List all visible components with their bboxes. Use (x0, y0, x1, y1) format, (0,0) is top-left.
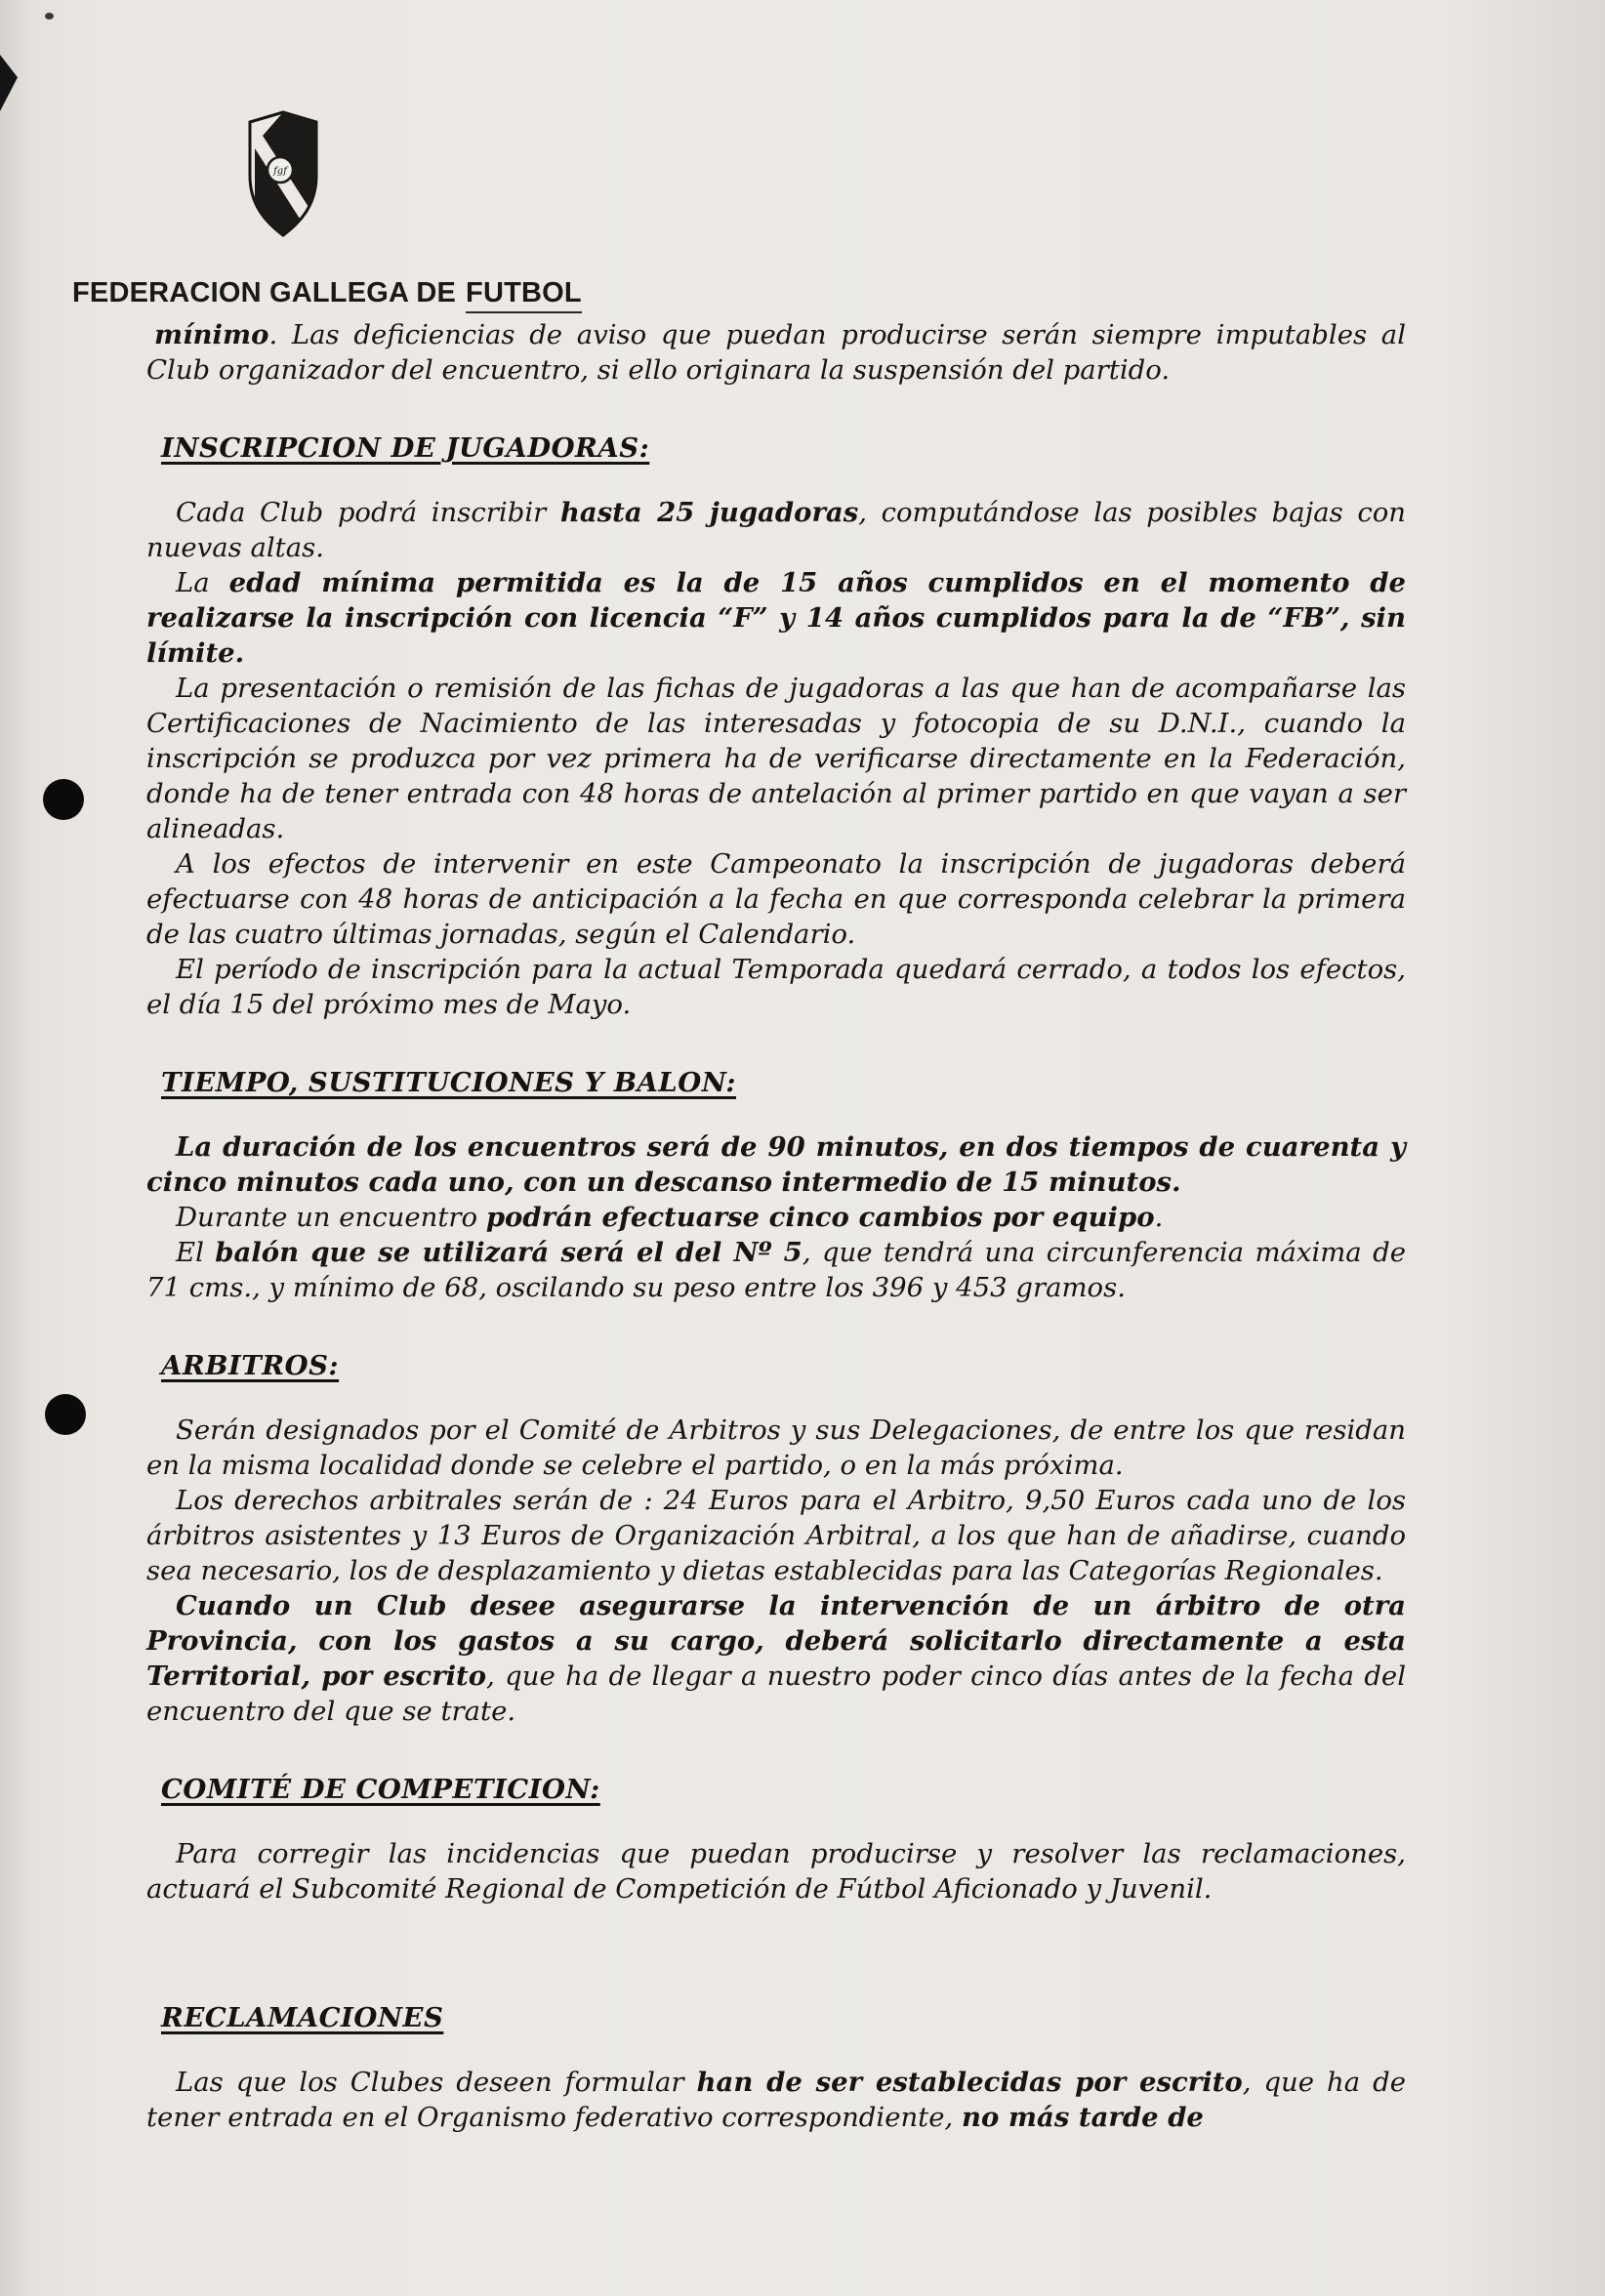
body-text: Los derechos arbitrales serán de : 24 Euros para el Arbitro, 9,50 Euros cada uno de los árbitros asistentes y 13 Euros de Organización Arbitral, a los que han de añadirse, cuando sea necesario, los de desplazamiento y dietas establecidas para las Categorías Regionales. (146, 1485, 1406, 1586)
document-body (146, 317, 1406, 2135)
emphasized-text: Cuando un Club desee asegurarse la intervención de un árbitro de otra Provincia, con los gastos a su cargo, deberá solicitarlo directamente a esta Territorial, por escrito (146, 1590, 1406, 1692)
section-heading: RECLAMACIONES (161, 2002, 444, 2033)
federation-crest-logo (244, 109, 322, 238)
paragraph (146, 846, 1406, 952)
paragraph (146, 1413, 1406, 1483)
body-text: , que ha de tener entrada en el Organismo federativo correspondiente, (146, 2067, 1406, 2133)
paragraph (146, 2065, 1406, 2135)
section-heading: ARBITROS: (161, 1350, 340, 1381)
body-text: , que tendrá una circunferencia máxima de 71 cms., y mínimo de 68, oscilando su peso entre los 396 y 453 gramos. (146, 1237, 1406, 1303)
body-text: Cada Club podrá inscribir (176, 497, 560, 528)
paragraph (146, 1836, 1406, 1906)
document-section (146, 2000, 1406, 2135)
paragraph (146, 671, 1406, 846)
paragraph (146, 565, 1406, 671)
binder-hole-mark (45, 1394, 86, 1435)
body-text: El (176, 1237, 216, 1268)
body-text: El período de inscripción para la actual Temporada quedará cerrado, a todos los efectos, el día 15 del próximo mes de Mayo. (146, 954, 1406, 1020)
document-section (146, 1348, 1406, 1729)
body-text: Las que los Clubes deseen formular (176, 2067, 697, 2098)
emphasized-text: han de ser establecidas por escrito (696, 2067, 1243, 2098)
body-text: Durante un encuentro (176, 1202, 486, 1233)
paragraph (146, 952, 1406, 1022)
document-header (0, 109, 1605, 309)
body-text: La (176, 567, 229, 598)
section-heading: COMITÉ DE COMPETICION: (161, 1774, 600, 1805)
svg-text:fgf: fgf (273, 166, 287, 177)
document-section (146, 430, 1406, 1022)
document-section (146, 1772, 1406, 1906)
paragraph (146, 1200, 1406, 1235)
body-text: Para corregir las incidencias que puedan producirse y resolver las reclamaciones, actuará el Subcomité Regional de Competición de Fútbol Aficionado y Juvenil. (146, 1838, 1406, 1905)
emphasized-text: edad mínima permitida es la de 15 años cumplidos en el momento de realizarse la inscripción con licencia “F” y 14 años cumplidos para la de “FB”, sin límite. (146, 567, 1407, 669)
emphasized-text: no más tarde de (962, 2102, 1204, 2133)
document-section (146, 317, 1406, 388)
paragraph (146, 317, 1406, 388)
paragraph (146, 495, 1406, 565)
body-text: A los efectos de intervenir en este Campeonato la inscripción de jugadoras deberá efectuarse con 48 horas de anticipación a la fecha en que corresponda celebrar la primera de las cuatro últimas jornadas, según el Calendario. (146, 848, 1406, 950)
body-text: , que ha de llegar a nuestro poder cinco días antes de la fecha del encuentro del que se trate. (146, 1660, 1406, 1727)
paragraph (146, 1129, 1406, 1200)
section-heading: INSCRIPCION DE JUGADORAS: (161, 432, 650, 464)
paragraph (146, 1483, 1406, 1588)
emphasized-text: La duración de los encuentros será de 90 minutos, en dos tiempos de cuarenta y cinco minutos cada uno, con un descanso intermedio de 15 minutos. (146, 1131, 1406, 1198)
document-section (146, 1065, 1406, 1305)
scan-artifact-speck (45, 13, 54, 20)
section-heading: TIEMPO, SUSTITUCIONES Y BALON: (161, 1067, 736, 1098)
paragraph (146, 1235, 1406, 1305)
org-title-main: FEDERACION GALLEGA DE (72, 277, 457, 308)
shield-icon (244, 109, 322, 238)
emphasized-text: balón que se utilizará será el del Nº 5 (215, 1237, 802, 1268)
body-text: . (1154, 1202, 1164, 1233)
body-text: , computándose las posibles bajas con nuevas altas. (146, 497, 1406, 563)
body-text: La presentación o remisión de las fichas de jugadoras a las que han de acompañarse las Certificaciones de Nacimiento de las interesadas y fotocopia de su D.N.I., cuando la inscripción se produzca por vez primera ha de verificarse directamente en la Federación, donde ha de tener entrada con 48 horas de antelación al primer partido en que vayan a ser alineadas. (146, 673, 1406, 844)
scan-artifact-corner (0, 55, 18, 111)
body-text: Serán designados por el Comité de Arbitros y sus Delegaciones, de entre los que residan en la misma localidad donde se celebre el partido, o en la más próxima. (146, 1414, 1406, 1481)
emphasized-text: mínimo (154, 319, 269, 350)
emphasized-text: podrán efectuarse cinco cambios por equipo (485, 1202, 1155, 1233)
paragraph (146, 1588, 1406, 1729)
body-text: . Las deficiencias de aviso que puedan producirse serán siempre imputables al Club organizador del encuentro, si ello originara la suspensión del partido. (146, 319, 1406, 386)
emphasized-text: hasta 25 jugadoras (559, 497, 859, 528)
org-title (72, 277, 1605, 309)
org-title-underlined-word: FUTBOL (466, 277, 582, 313)
binder-hole-mark (43, 779, 84, 820)
